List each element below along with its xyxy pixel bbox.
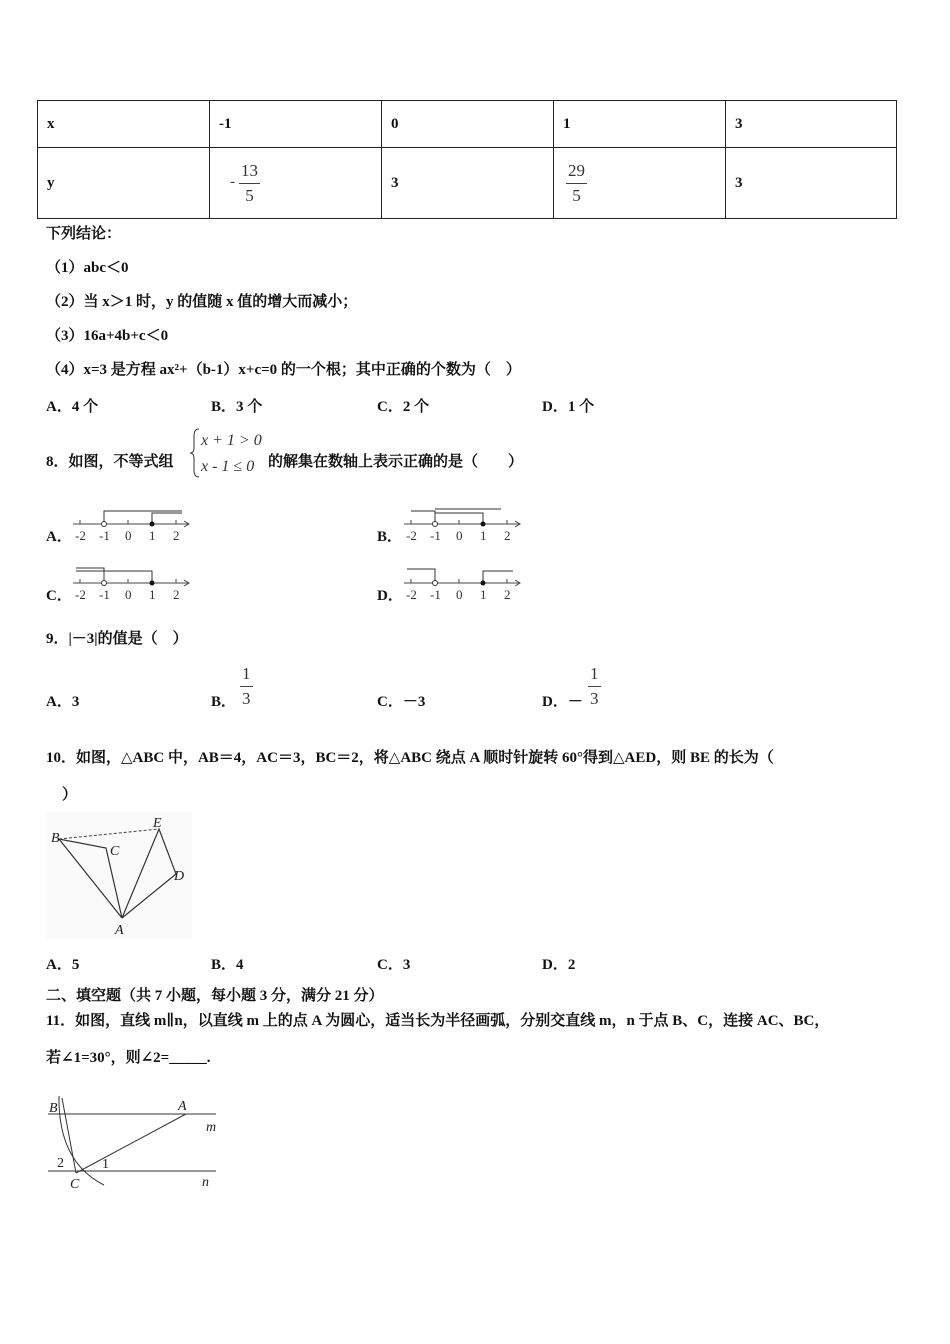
table-cell: 0	[382, 101, 554, 148]
tick-label: 1	[480, 587, 487, 601]
q7-statement-4: （4）x=3 是方程 ax²+（b-1）x+c=0 的一个根；其中正确的个数为（ ）	[46, 362, 521, 378]
tick-label: 0	[456, 587, 463, 601]
number-line-d	[401, 563, 526, 601]
inequality-system	[189, 426, 269, 480]
q11-stem-line1: 11．如图，直线 m∥n，以直线 m 上的点 A 为圆心，适当长为半径画弧，分别交直线 m，n 于点 B、C，连接 AC、BC，	[46, 1013, 830, 1029]
value-table	[37, 100, 897, 219]
point-label: A	[115, 923, 124, 938]
q7-statement-3: （3）16a+4b+c＜0	[46, 328, 169, 344]
fraction: $\frac{13}{5}$	[241, 160, 258, 205]
angle-label: 1	[102, 1157, 109, 1172]
table-row	[38, 101, 897, 148]
table-cell	[554, 148, 726, 219]
line-label: m	[206, 1120, 217, 1135]
fraction: $\frac{1}{3}$	[242, 664, 251, 708]
tick-label: -1	[99, 528, 110, 542]
point-label: C	[110, 844, 120, 859]
tick-label: -2	[406, 528, 417, 542]
q10-option-a[interactable]: A．5	[46, 957, 80, 973]
tick-label: 0	[456, 528, 463, 542]
inequality-1: x + 1 > 0	[201, 432, 262, 449]
table-row	[38, 148, 897, 219]
q9-option-b[interactable]: B．	[211, 694, 237, 710]
tick-label: 2	[173, 587, 180, 601]
table-cell: y	[38, 148, 210, 219]
q10-option-d[interactable]: D．2	[542, 957, 576, 973]
tick-label: -2	[406, 587, 417, 601]
table-cell: x	[38, 101, 210, 148]
q8-option-a[interactable]: A．	[46, 529, 72, 545]
q9-option-c[interactable]: C．－3	[377, 694, 426, 710]
q7-statement-1: （1）abc＜0	[46, 260, 129, 276]
table-cell: 3	[726, 148, 897, 219]
q9-option-a[interactable]: A．3	[46, 694, 80, 710]
q9-option-d[interactable]: D．－	[542, 694, 583, 710]
tick-label: -1	[430, 587, 441, 601]
left-brace-icon	[190, 429, 199, 477]
q10-figure	[46, 812, 192, 938]
number-line-b	[401, 504, 526, 542]
line-label: n	[202, 1175, 209, 1190]
point-label: C	[70, 1177, 80, 1192]
fraction: $\frac{1}{3}$	[590, 664, 599, 708]
tick-label: -1	[430, 528, 441, 542]
tick-label: 2	[173, 528, 180, 542]
tick-label: 1	[149, 587, 156, 601]
q7-intro: 下列结论：	[46, 226, 122, 242]
q8-option-d[interactable]: D．	[377, 588, 403, 604]
q7-statement-2: （2）当 x＞1 时，y 的值随 x 值的增大而减小；	[46, 294, 358, 310]
number-line-a	[70, 504, 195, 542]
q8-option-b[interactable]: B．	[377, 529, 403, 545]
q8-stem-prefix: 8．如图，不等式组	[46, 454, 174, 470]
table-cell: 1	[554, 101, 726, 148]
inequality-2: x - 1 ≤ 0	[201, 458, 255, 475]
table-cell: 3	[382, 148, 554, 219]
table-cell: 3	[726, 101, 897, 148]
tick-label: -2	[75, 587, 86, 601]
section-heading: 二、填空题（共 7 小题，每小题 3 分，满分 21 分）	[46, 988, 384, 1004]
q7-option-a[interactable]: A．4 个	[46, 399, 99, 415]
minus-sign: -	[230, 174, 235, 191]
point-label: B	[49, 1101, 58, 1116]
tick-label: 1	[480, 528, 487, 542]
table-cell	[210, 148, 382, 219]
q11-figure	[44, 1092, 224, 1192]
point-label: D	[174, 869, 185, 884]
point-label: B	[51, 831, 60, 846]
tick-label: 2	[504, 528, 511, 542]
q10-stem-line1: 10．如图，△ABC 中，AB＝4，AC＝3，BC＝2，将△ABC 绕点 A 顺时针旋转 60°得到△AED，则 BE 的长为（	[46, 750, 774, 766]
tick-label: 2	[504, 587, 511, 601]
q8-stem-suffix: 的解集在数轴上表示正确的是（ ）	[268, 454, 524, 470]
tick-label: 1	[149, 528, 156, 542]
point-label: A	[178, 1099, 187, 1114]
q10-option-b[interactable]: B．4	[211, 957, 244, 973]
q7-option-b[interactable]: B．3 个	[211, 399, 263, 415]
q11-stem-line2: 若∠1=30°，则∠2=_____.	[46, 1050, 211, 1066]
q9-stem: 9．|－3|的值是（ ）	[46, 631, 188, 647]
table-cell: -1	[210, 101, 382, 148]
q10-option-c[interactable]: C．3	[377, 957, 411, 973]
tick-label: -1	[99, 587, 110, 601]
q7-option-c[interactable]: C．2 个	[377, 399, 430, 415]
point-label: E	[153, 816, 162, 831]
tick-label: -2	[75, 528, 86, 542]
q10-stem-line2: ）	[62, 787, 78, 803]
angle-label: 2	[57, 1156, 64, 1171]
tick-label: 0	[125, 587, 132, 601]
tick-label: 0	[125, 528, 132, 542]
fraction: $\frac{29}{5}$	[568, 160, 585, 205]
q8-option-c[interactable]: C．	[46, 588, 72, 604]
q7-option-d[interactable]: D．1 个	[542, 399, 595, 415]
number-line-c	[70, 563, 195, 601]
